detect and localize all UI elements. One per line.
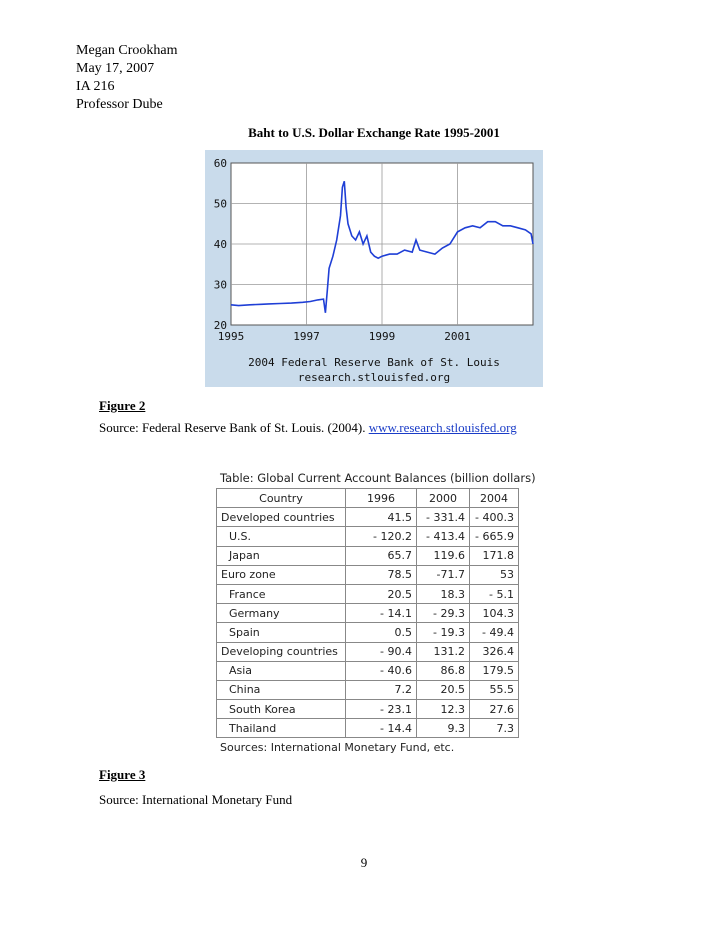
- figure-2-source-text: Source: Federal Reserve Bank of St. Louis. (2004).: [99, 420, 369, 435]
- chart-svg: [205, 150, 543, 387]
- value-2000-cell: 20.5: [417, 680, 470, 699]
- value-2004-cell: 171.8: [470, 546, 519, 565]
- value-1996-cell: - 23.1: [346, 700, 417, 719]
- value-1996-cell: 0.5: [346, 623, 417, 642]
- value-2000-cell: - 413.4: [417, 527, 470, 546]
- exchange-rate-chart: [205, 150, 543, 387]
- value-2004-cell: - 5.1: [470, 584, 519, 603]
- value-2000-cell: 9.3: [417, 719, 470, 738]
- x-tick-label: 2001: [444, 330, 471, 343]
- value-1996-cell: - 90.4: [346, 642, 417, 661]
- value-2000-cell: 131.2: [417, 642, 470, 661]
- column-header: 2000: [417, 489, 470, 508]
- page-number: 9: [360, 855, 368, 870]
- figure-3-label: Figure 3: [99, 767, 146, 782]
- value-2000-cell: 119.6: [417, 546, 470, 565]
- table-row: [217, 642, 519, 661]
- value-2004-cell: - 49.4: [470, 623, 519, 642]
- value-1996-cell: 20.5: [346, 584, 417, 603]
- value-2000-cell: - 331.4: [417, 508, 470, 527]
- table-row: [217, 661, 519, 680]
- value-1996-cell: 41.5: [346, 508, 417, 527]
- table-row: [217, 623, 519, 642]
- chart-credit-line2: research.stlouisfed.org: [297, 371, 451, 384]
- value-2000-cell: -71.7: [417, 565, 470, 584]
- y-tick-label: 50: [213, 197, 227, 211]
- y-tick-label: 40: [213, 238, 227, 251]
- y-tick-label: 30: [213, 278, 227, 292]
- country-cell: Euro zone: [217, 565, 346, 584]
- table-row: [217, 565, 519, 584]
- value-2004-cell: 179.5: [470, 661, 519, 680]
- current-account-table-figure: [210, 468, 545, 754]
- table-row: [217, 508, 519, 527]
- table-row: [217, 700, 519, 719]
- table-row: [217, 527, 519, 546]
- x-tick-label: 1999: [368, 330, 396, 343]
- value-2004-cell: 55.5: [470, 680, 519, 699]
- y-tick-label: 60: [213, 157, 227, 170]
- table-sources: Sources: International Monetary Fund, etc.: [220, 741, 455, 755]
- country-cell: Japan: [217, 546, 346, 565]
- country-cell: Developed countries: [217, 508, 346, 527]
- table-row: [217, 584, 519, 603]
- table-row: [217, 604, 519, 623]
- figure-2-source: [99, 420, 517, 436]
- value-1996-cell: - 14.4: [346, 719, 417, 738]
- country-cell: U.S.: [217, 527, 346, 546]
- country-cell: Asia: [217, 661, 346, 680]
- table-body: [217, 508, 519, 738]
- table-caption: Table: Global Current Account Balances (billion dollars): [220, 471, 536, 485]
- y-tick-label: 20: [213, 319, 227, 332]
- value-1996-cell: 65.7: [346, 546, 417, 565]
- country-cell: France: [217, 584, 346, 603]
- value-2000-cell: - 29.3: [417, 604, 470, 623]
- author-name: Megan Crookham: [76, 43, 178, 58]
- current-account-table: [216, 488, 519, 738]
- country-cell: China: [217, 680, 346, 699]
- column-header: 1996: [346, 489, 417, 508]
- table-row: [217, 719, 519, 738]
- value-2000-cell: 12.3: [417, 700, 470, 719]
- table-row: [217, 680, 519, 699]
- country-cell: South Korea: [217, 700, 346, 719]
- chart-title: Baht to U.S. Dollar Exchange Rate 1995-2001: [248, 125, 500, 140]
- country-cell: Germany: [217, 604, 346, 623]
- value-1996-cell: 7.2: [346, 680, 417, 699]
- value-2004-cell: 326.4: [470, 642, 519, 661]
- column-header: Country: [217, 489, 346, 508]
- value-2000-cell: - 19.3: [417, 623, 470, 642]
- value-2000-cell: 18.3: [417, 584, 470, 603]
- table-header-row: [217, 489, 519, 508]
- country-cell: Thailand: [217, 719, 346, 738]
- column-header: 2004: [470, 489, 519, 508]
- value-2004-cell: 104.3: [470, 604, 519, 623]
- document-date: May 17, 2007: [76, 61, 155, 76]
- value-2004-cell: 53: [470, 565, 519, 584]
- value-1996-cell: 78.5: [346, 565, 417, 584]
- figure-2-label: Figure 2: [99, 398, 146, 413]
- x-tick-label: 1997: [293, 330, 320, 343]
- professor-name: Professor Dube: [76, 97, 163, 112]
- country-cell: Developing countries: [217, 642, 346, 661]
- source-link[interactable]: www.research.stlouisfed.org: [368, 420, 517, 435]
- value-2004-cell: - 400.3: [470, 508, 519, 527]
- value-1996-cell: - 40.6: [346, 661, 417, 680]
- country-cell: Spain: [217, 623, 346, 642]
- course-code: IA 216: [76, 79, 115, 94]
- chart-credit-line1: 2004 Federal Reserve Bank of St. Louis: [248, 356, 500, 369]
- value-2000-cell: 86.8: [417, 661, 470, 680]
- value-2004-cell: - 665.9: [470, 527, 519, 546]
- value-1996-cell: - 120.2: [346, 527, 417, 546]
- value-1996-cell: - 14.1: [346, 604, 417, 623]
- value-2004-cell: 7.3: [470, 719, 519, 738]
- x-tick-label: 1995: [217, 330, 245, 343]
- table-row: [217, 546, 519, 565]
- figure-3-source: Source: International Monetary Fund: [99, 792, 293, 807]
- document-header: [76, 42, 177, 114]
- value-2004-cell: 27.6: [470, 700, 519, 719]
